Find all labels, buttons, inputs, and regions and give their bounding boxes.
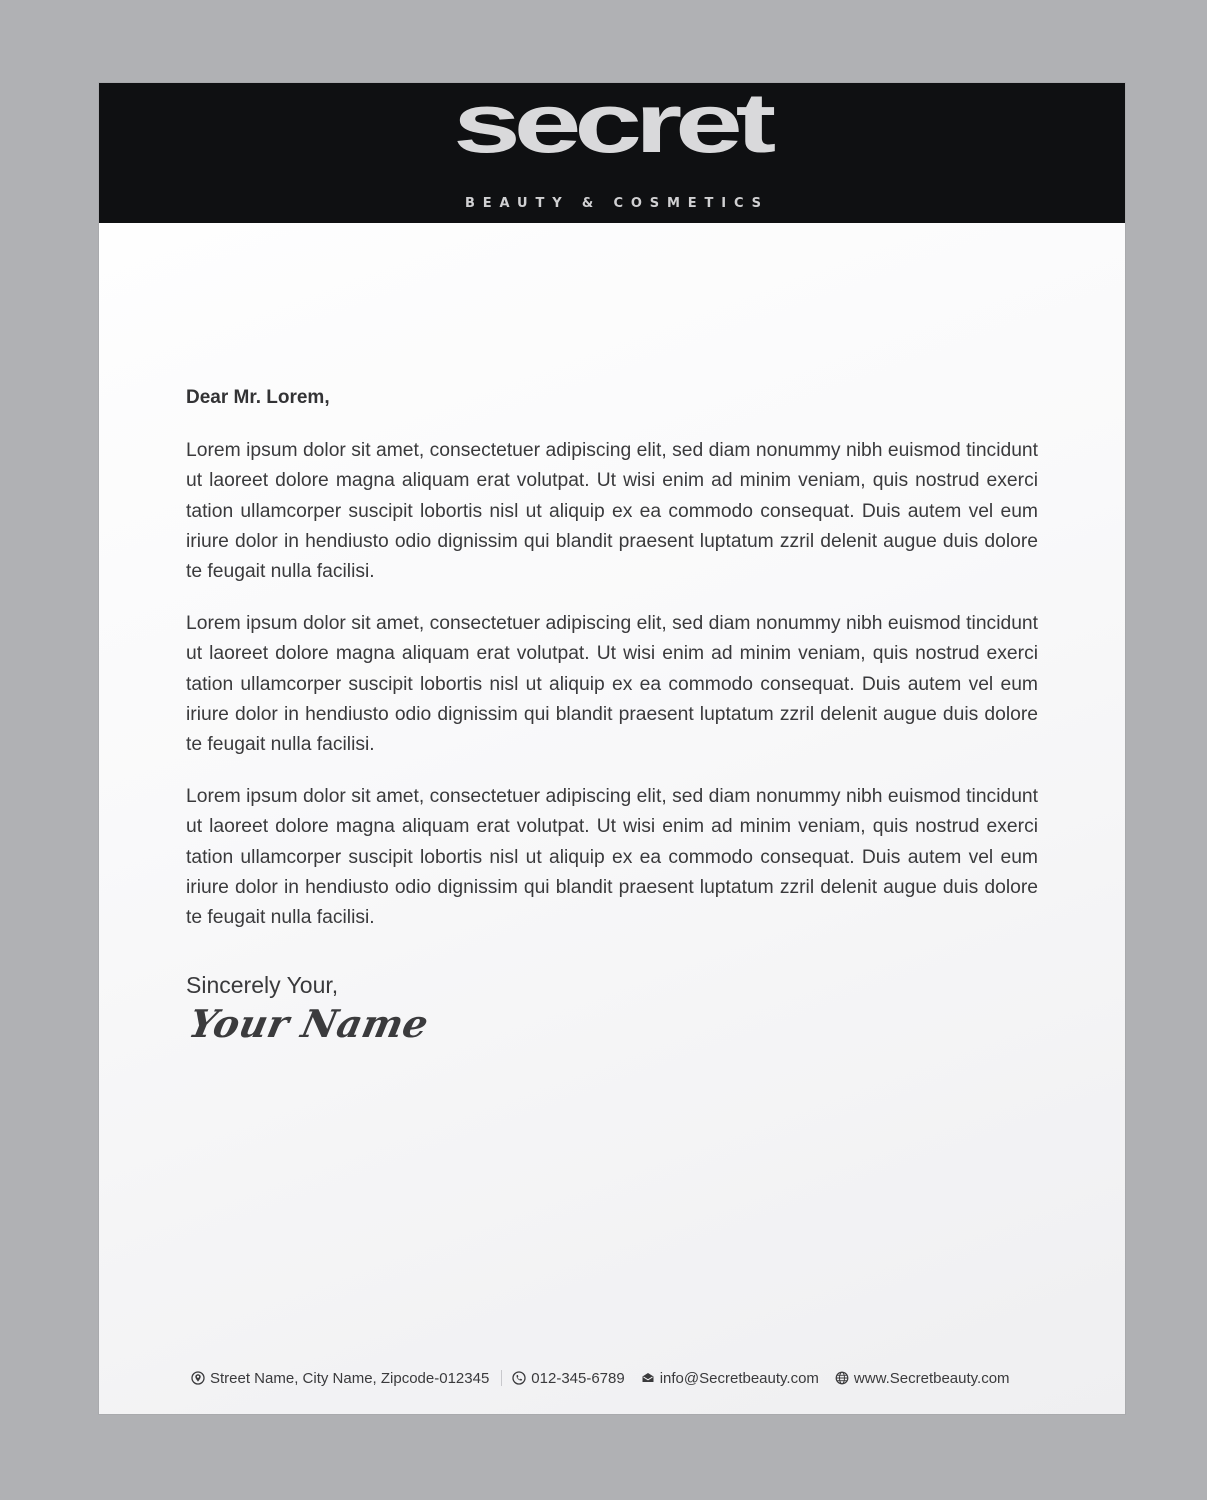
footer-divider xyxy=(501,1370,502,1386)
footer-phone xyxy=(512,1370,624,1387)
phone-icon xyxy=(512,1371,526,1385)
phone-text: 012-345-6789 xyxy=(531,1369,625,1387)
signature: Your Name xyxy=(185,1001,433,1046)
website-text: www.Secretbeauty.com xyxy=(853,1369,1010,1387)
letter-paragraph: Lorem ipsum dolor sit amet, consectetuer adipiscing elit, sed diam nonummy nibh euismod tincidunt ut laoreet dolore magna aliquam erat volutpat. Ut wisi enim ad minim veniam, quis nostrud exerci tation ullamcorper suscipit lobortis nisl ut aliquip ex ea commodo consequat. Duis autem vel eum iriure dolor in hendiusto odio dignissim qui blandit praesent luptatum zzril delenit augue duis dolore te feugait nulla facilisi. xyxy=(186,786,1038,929)
globe-icon xyxy=(835,1371,849,1385)
letter-paragraph: Lorem ipsum dolor sit amet, consectetuer adipiscing elit, sed diam nonummy nibh euismod tincidunt ut laoreet dolore magna aliquam erat volutpat. Ut wisi enim ad minim veniam, quis nostrud exerci tation ullamcorper suscipit lobortis nisl ut aliquip ex ea commodo consequat. Duis autem vel eum iriure dolor in hendiusto odio dignissim qui blandit praesent luptatum zzril delenit augue duis dolore te feugait nulla facilisi. xyxy=(186,613,1038,756)
logo-tagline: BEAUTY & COSMETICS xyxy=(465,196,761,211)
footer-website xyxy=(835,1370,1010,1387)
email-text: info@Secretbeauty.com xyxy=(659,1369,819,1387)
footer-email xyxy=(641,1370,819,1387)
address-text: Street Name, City Name, Zipcode-012345 xyxy=(210,1369,490,1387)
envelope-icon xyxy=(641,1371,655,1385)
letterhead-page xyxy=(99,83,1125,1414)
closing-line: Sincerely Your, xyxy=(186,972,339,998)
letter-paragraph: Lorem ipsum dolor sit amet, consectetuer adipiscing elit, sed diam nonummy nibh euismod tincidunt ut laoreet dolore magna aliquam erat volutpat. Ut wisi enim ad minim veniam, quis nostrud exerci tation ullamcorper suscipit lobortis nisl ut aliquip ex ea commodo consequat. Duis autem vel eum iriure dolor in hendiusto odio dignissim qui blandit praesent luptatum zzril delenit augue duis dolore te feugait nulla facilisi. xyxy=(186,440,1038,583)
logo-wordmark: secret xyxy=(453,83,775,170)
contact-footer xyxy=(191,1366,1010,1390)
brand-logo xyxy=(99,83,1125,223)
location-pin-icon xyxy=(191,1371,205,1385)
footer-address xyxy=(191,1370,489,1387)
salutation: Dear Mr. Lorem, xyxy=(186,387,330,408)
letterhead-header xyxy=(99,83,1125,223)
